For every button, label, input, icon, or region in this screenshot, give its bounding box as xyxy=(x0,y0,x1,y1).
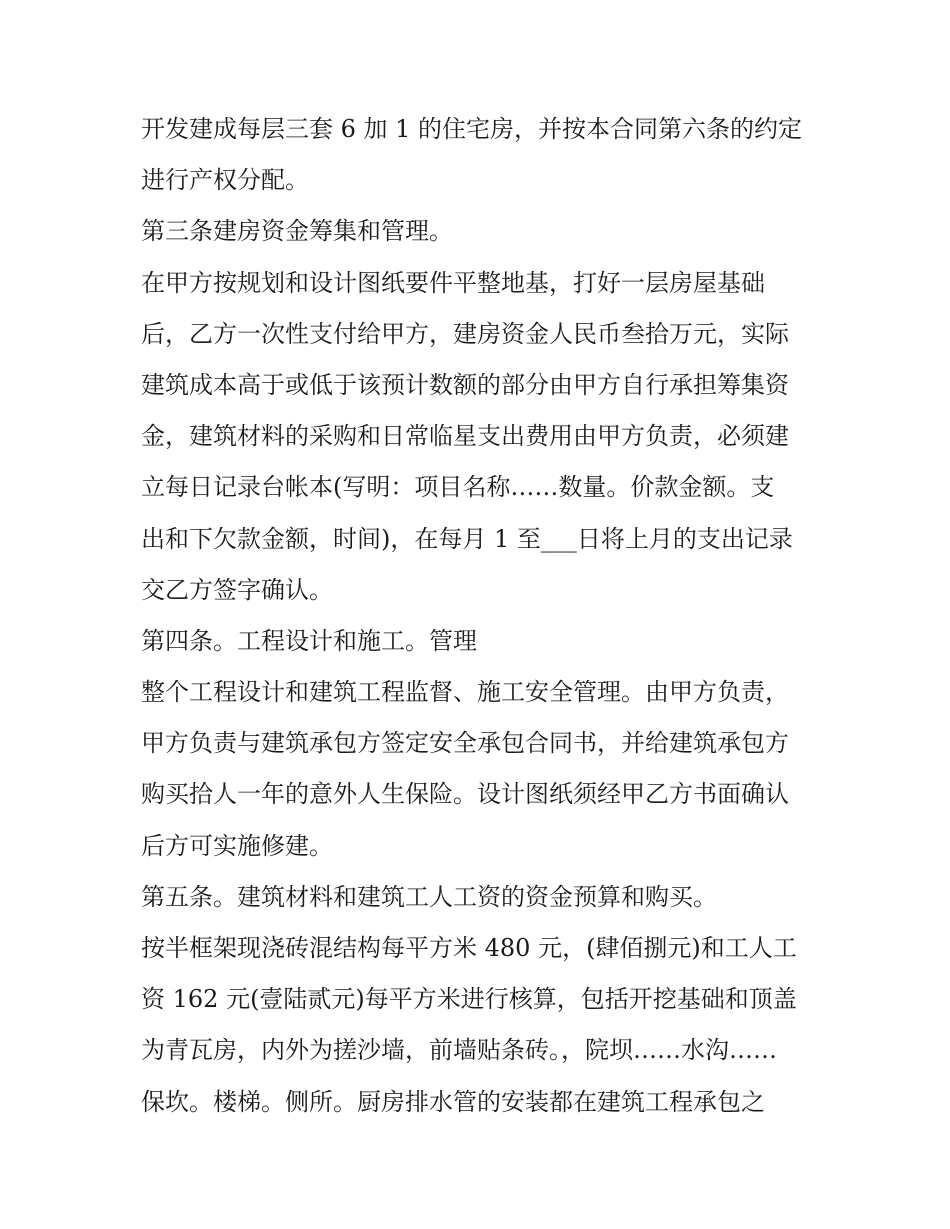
text-line: 进行产权分配。 xyxy=(141,166,309,195)
text-line: 立每日记录台帐本(写明：项目名称……数量。价款金额。支 xyxy=(141,473,775,502)
text-line: 整个工程设计和建筑工程监督、施工安全管理。由甲方负责， xyxy=(141,678,789,707)
text-line: 保坎。楼梯。侧所。厨房排水管的安装都在建筑工程承包之 xyxy=(141,1087,765,1116)
contract-text xyxy=(141,104,841,1128)
section-heading-3: 第三条建房资金筹集和管理。 xyxy=(141,217,453,246)
text-line: 后，乙方一次性支付给甲方，建房资金人民币叁拾万元，实际 xyxy=(141,319,789,348)
text-line: 出和下欠款金额，时间)，在每月 1 至___日将上月的支出记录 xyxy=(141,524,793,553)
text-line: 金，建筑材料的采购和日常临星支出费用由甲方负责，必须建 xyxy=(141,422,789,451)
text-line: 为青瓦房，内外为搓沙墙，前墙贴条砖。，院坝……水沟…… xyxy=(141,1036,777,1065)
text-line: 甲方负责与建筑承包方签定安全承包合同书，并给建筑承包方 xyxy=(141,729,789,758)
text-line: 建筑成本高于或低于该预计数额的部分由甲方自行承担筹集资 xyxy=(141,370,789,399)
section-heading-4: 第四条。工程设计和施工。管理 xyxy=(141,626,477,655)
section-heading-5: 第五条。建筑材料和建筑工人工资的资金预算和购买。 xyxy=(141,882,717,911)
text-line: 在甲方按规划和设计图纸要件平整地基，打好一层房屋基础 xyxy=(141,268,765,297)
text-line: 资 162 元(壹陆贰元)每平方米进行核算，包括开挖基础和顶盖 xyxy=(141,985,797,1014)
text-line: 购买拾人一年的意外人生保险。设计图纸须经甲乙方书面确认 xyxy=(141,780,789,809)
text-line: 开发建成每层三套 6 加 1 的住宅房，并按本合同第六条的约定 xyxy=(141,115,803,143)
text-line: 后方可实施修建。 xyxy=(141,831,333,860)
text-line: 交乙方签字确认。 xyxy=(141,575,333,604)
text-line: 按半框架现浇砖混结构每平方米 480 元，(肆佰捌元)和工人工 xyxy=(141,934,797,962)
